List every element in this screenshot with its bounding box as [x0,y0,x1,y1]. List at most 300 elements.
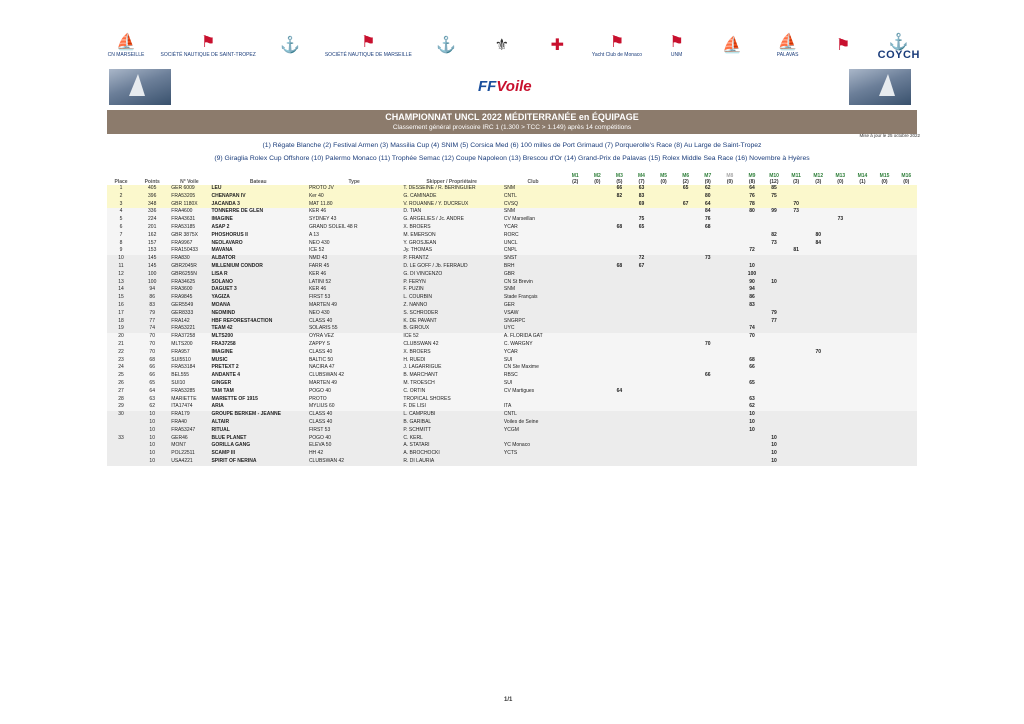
cell-type: POGO 40 [307,435,401,443]
results-table [107,167,917,466]
cell-m15 [873,240,895,248]
cell-m11 [785,286,807,294]
table-row [107,380,917,388]
cell-m9 [741,310,763,318]
cell-m9 [741,318,763,326]
cell-place: 9 [107,247,135,255]
cell-club: GBR [502,271,564,279]
cell-m2 [586,333,608,341]
cell-m7 [697,442,719,450]
cell-m6 [675,341,697,349]
cell-m4: 69 [630,201,652,209]
cell-m12 [807,427,829,435]
cell-m14 [851,310,873,318]
cell-club: YCTS [502,450,564,458]
cell-m8 [719,349,741,357]
cell-m4 [630,442,652,450]
cell-m15 [873,208,895,216]
cell-m4 [630,364,652,372]
cell-bateau: MUSIC [209,357,306,365]
col-m16 [896,167,917,185]
cell-m12: 80 [807,232,829,240]
cell-m3 [608,403,630,411]
cell-skipper: M. EMERSON [401,232,501,240]
cell-m4 [630,232,652,240]
table-row [107,310,917,318]
cell-m16 [896,271,917,279]
cell-skipper: T. DESSEINE / R. BERINGUIER [401,185,501,193]
cell-m6 [675,442,697,450]
cell-m10 [763,411,785,419]
cell-m6 [675,372,697,380]
logo-sopar [711,26,753,66]
cell-m12 [807,224,829,232]
cell-type: A 13 [307,232,401,240]
cell-m6 [675,435,697,443]
col-m3 [608,167,630,185]
cell-m9: 100 [741,271,763,279]
cell-m9: 65 [741,380,763,388]
cell-m3 [608,357,630,365]
cell-m5 [653,216,675,224]
cell-voile: GBR 3875X [169,232,209,240]
cell-m10 [763,380,785,388]
cell-m16 [896,201,917,209]
cell-type: KER 46 [307,286,401,294]
cell-skipper: P. FERYN [401,279,501,287]
cell-m14 [851,185,873,193]
cell-m13 [829,224,851,232]
col-m4 [630,167,652,185]
cell-m9 [741,442,763,450]
cell-place: 15 [107,294,135,302]
cell-m6 [675,325,697,333]
cell-skipper: B. MARCHANT [401,372,501,380]
cell-m10 [763,333,785,341]
cell-club: SUI [502,357,564,365]
cell-club [502,435,564,443]
cell-m9 [741,240,763,248]
cell-points: 70 [135,341,169,349]
col-coef: (0) [837,179,844,185]
cell-m12 [807,396,829,404]
cell-m16 [896,435,917,443]
cell-m6 [675,286,697,294]
cell-club: Stade Français [502,294,564,302]
cell-bateau: IMAGINE [209,216,306,224]
logo-text: CN MARSEILLE [107,52,145,58]
cell-m5 [653,333,675,341]
cell-m14 [851,372,873,380]
cell-type: KER 46 [307,271,401,279]
cell-club: UNCL [502,240,564,248]
cell-m9: 83 [741,302,763,310]
cell-voile: FRA37258 [169,333,209,341]
cell-m16 [896,310,917,318]
cell-points: 10 [135,442,169,450]
cell-m3 [608,271,630,279]
cell-m11 [785,396,807,404]
cell-m1 [564,318,586,326]
cell-m13 [829,419,851,427]
cell-type: MYLIUS 60 [307,403,401,411]
cell-m14 [851,247,873,255]
table-row [107,224,917,232]
cell-m5 [653,185,675,193]
col-coef: (8) [748,179,756,185]
cell-m10: 10 [763,458,785,466]
cell-m8 [719,232,741,240]
cell-voile: GER5549 [169,302,209,310]
table-row [107,403,917,411]
cell-m16 [896,341,917,349]
cell-m6 [675,364,697,372]
table-row [107,357,917,365]
cell-m12 [807,193,829,201]
cell-bateau: TONNERRE DE GLEN [209,208,306,216]
cell-m7: 84 [697,208,719,216]
cell-m9 [741,232,763,240]
cell-m6 [675,427,697,435]
cell-m4 [630,388,652,396]
logo-mark-icon: ⚓ [888,34,909,51]
cell-m14 [851,333,873,341]
cell-skipper: F. DE LISI [401,403,501,411]
page-number: 1/1 [504,697,513,703]
cell-points: 336 [135,208,169,216]
cell-club: SNST [502,255,564,263]
cell-m12 [807,302,829,310]
col-m5 [653,167,675,185]
cell-club: SNM [502,185,564,193]
competition-legend-line2: (9) Giraglia Rolex Cup Offshore (10) Palermo Monaco (11) Trophée Semac (12) Coupe Napoleon (13) Brescou d'Or (14) Grand-Prix de Palavas (15) Rolex Middle Sea Race (16) Novembre à Hyères [214,155,810,162]
cell-points: 94 [135,286,169,294]
cell-m5 [653,396,675,404]
cell-m15 [873,232,895,240]
ffvoile-logo: FFVoile [478,78,532,95]
cell-m5 [653,193,675,201]
cell-m15 [873,263,895,271]
cell-skipper: A. STATARI [401,442,501,450]
cell-m4: 75 [630,216,652,224]
col-coef: (0) [881,179,888,185]
cell-bateau: NEOLAVARO [209,240,306,248]
cell-m9 [741,458,763,466]
cell-m12 [807,185,829,193]
cell-points: 64 [135,388,169,396]
cell-m16 [896,318,917,326]
cell-points: 162 [135,232,169,240]
logo-sn-saint-tropez [161,26,256,66]
cell-type: LATINI 52 [307,279,401,287]
cell-m12 [807,411,829,419]
cell-m3 [608,442,630,450]
cell-m13 [829,193,851,201]
cell-m9: 10 [741,419,763,427]
cell-points: 79 [135,310,169,318]
cell-m16 [896,419,917,427]
cell-m3: 68 [608,263,630,271]
cell-m14 [851,380,873,388]
cell-m12 [807,357,829,365]
cell-m4 [630,396,652,404]
cell-points: 70 [135,349,169,357]
table-row [107,208,917,216]
col-label: M11 [791,173,801,179]
cell-m12 [807,310,829,318]
cell-club: CV Martigues [502,388,564,396]
cell-m6: 67 [675,201,697,209]
cell-m13 [829,201,851,209]
cell-m10 [763,364,785,372]
col-coef: (0) [660,179,667,185]
col-m2 [586,167,608,185]
cell-m5 [653,349,675,357]
cell-m9: 90 [741,279,763,287]
cell-m1 [564,357,586,365]
cell-voile: GER46 [169,435,209,443]
cell-m10 [763,349,785,357]
cell-m16 [896,240,917,248]
cell-m13 [829,349,851,357]
cell-m11: 70 [785,201,807,209]
cell-m12 [807,458,829,466]
cell-m4 [630,333,652,341]
cell-m2 [586,302,608,310]
cell-bateau: RITUAL [209,427,306,435]
cell-voile: FRA4600 [169,208,209,216]
cell-m7: 68 [697,224,719,232]
cell-m15 [873,255,895,263]
col-m11 [785,167,807,185]
cell-m3 [608,325,630,333]
cell-m1 [564,286,586,294]
col-m6 [675,167,697,185]
col-coef: (3) [793,179,800,185]
table-row [107,333,917,341]
cell-m14 [851,263,873,271]
table-row [107,435,917,443]
cell-m12 [807,208,829,216]
cell-m8 [719,341,741,349]
cell-m7: 64 [697,201,719,209]
cell-type: CLASS 40 [307,419,401,427]
cell-m13 [829,341,851,349]
col-coef: (1) [859,179,866,185]
cell-m11 [785,364,807,372]
cell-points: 201 [135,224,169,232]
cell-voile: FRA3600 [169,286,209,294]
cell-skipper: P. FRANTZ [401,255,501,263]
cell-m6 [675,388,697,396]
cell-m1 [564,224,586,232]
cell-m8 [719,286,741,294]
cell-m4 [630,247,652,255]
col-label: M14 [857,173,868,179]
col-label: M10 [769,173,779,179]
cell-place: 5 [107,216,135,224]
cell-m2 [586,208,608,216]
cell-place: 30 [107,411,135,419]
cell-m3 [608,427,630,435]
cell-m12 [807,263,829,271]
cell-m14 [851,364,873,372]
cell-m14 [851,396,873,404]
cell-bateau: ALBATOR [209,255,306,263]
cell-type: ELEVA 50 [307,442,401,450]
cell-m13 [829,388,851,396]
cell-bateau: ALTAIR [209,419,306,427]
cell-voile: GER 6009 [169,185,209,193]
cell-m3 [608,450,630,458]
cell-m3: 64 [608,388,630,396]
cell-m6 [675,216,697,224]
cell-m11: 73 [785,208,807,216]
cell-m5 [653,458,675,466]
cell-m8 [719,396,741,404]
cell-skipper: Jy. THOMAS [401,247,501,255]
cell-club: YCGM [502,427,564,435]
col-coef: (9) [704,179,711,185]
cell-m8 [719,216,741,224]
logo-mark-icon: ⚑ [361,34,376,51]
cell-m16 [896,216,917,224]
cell-m13 [829,372,851,380]
cell-voile: FRA43631 [169,216,209,224]
col-bateau: Bateau [249,179,267,185]
cell-club: A. FLORIDA GAT [502,333,564,341]
cell-place: 27 [107,388,135,396]
cell-m12: 70 [807,349,829,357]
cell-m12 [807,380,829,388]
cell-club: ITA [502,403,564,411]
cell-m12 [807,271,829,279]
cell-m2 [586,357,608,365]
cell-m7 [697,333,719,341]
cell-m14 [851,403,873,411]
cell-place: 25 [107,372,135,380]
cell-m10 [763,271,785,279]
cell-m9: 68 [741,357,763,365]
cell-m13 [829,357,851,365]
cell-m14 [851,240,873,248]
cell-club: YCAR [502,349,564,357]
cell-type: Ker 40 [307,193,401,201]
cell-m8 [719,388,741,396]
cell-m4 [630,357,652,365]
cell-m11 [785,193,807,201]
cell-club: SNM [502,208,564,216]
cell-m11 [785,216,807,224]
cell-m15 [873,364,895,372]
cell-m5 [653,442,675,450]
cell-m9 [741,216,763,224]
cell-m12 [807,419,829,427]
cell-m10 [763,403,785,411]
cell-m7 [697,349,719,357]
cell-m16 [896,232,917,240]
cell-club: SNM [502,286,564,294]
cell-m2 [586,216,608,224]
cell-m7 [697,364,719,372]
col-voile: N° Voile [180,179,199,185]
cell-m8 [719,403,741,411]
cell-m4 [630,427,652,435]
cell-m16 [896,294,917,302]
cell-m14 [851,411,873,419]
cell-m12 [807,318,829,326]
col-label: M7 [704,173,712,179]
cell-m4 [630,302,652,310]
table-row [107,396,917,404]
cell-place: 29 [107,403,135,411]
cell-m5 [653,263,675,271]
cell-m16 [896,185,917,193]
cell-m15 [873,458,895,466]
cell-m2 [586,318,608,326]
cell-m13 [829,318,851,326]
cell-m15 [873,333,895,341]
cell-m4 [630,372,652,380]
cell-m2 [586,419,608,427]
cell-m10: 75 [763,193,785,201]
cell-m11 [785,411,807,419]
cell-m14 [851,458,873,466]
cell-m13 [829,302,851,310]
cell-type: PROTO [307,396,401,404]
cell-m10 [763,216,785,224]
cell-m3 [608,372,630,380]
cell-m16 [896,380,917,388]
cell-m9: 76 [741,193,763,201]
cell-m10: 77 [763,318,785,326]
cell-bateau: ASAP 2 [209,224,306,232]
cell-m2 [586,411,608,419]
table-row [107,232,917,240]
cell-m2 [586,271,608,279]
cell-voile: GBR2045R [169,263,209,271]
cell-m12 [807,286,829,294]
cell-m6 [675,411,697,419]
cell-m2 [586,247,608,255]
cell-m15 [873,310,895,318]
cell-m1 [564,388,586,396]
cell-m13 [829,380,851,388]
cell-type: ICE 52 [307,247,401,255]
cell-m8 [719,201,741,209]
cell-m7 [697,240,719,248]
cell-m5 [653,302,675,310]
cell-bateau: GINGER [209,380,306,388]
cell-m5 [653,403,675,411]
cell-bateau: CHENAPAN IV [209,193,306,201]
cell-m10 [763,294,785,302]
cell-m15 [873,286,895,294]
cell-m8 [719,450,741,458]
cell-m12 [807,435,829,443]
cell-m4 [630,271,652,279]
cell-m7: 62 [697,185,719,193]
cell-m11 [785,318,807,326]
page-subtitle: Classement général provisoire IRC 1 (1.300 > TCC > 1.149) après 14 compétitions [392,124,632,131]
table-row [107,279,917,287]
cell-m4 [630,240,652,248]
col-m12 [807,167,829,185]
cell-m14 [851,388,873,396]
cell-bateau: IMAGINE [209,349,306,357]
cell-m5 [653,419,675,427]
cell-voile: GBR 1180X [169,201,209,209]
